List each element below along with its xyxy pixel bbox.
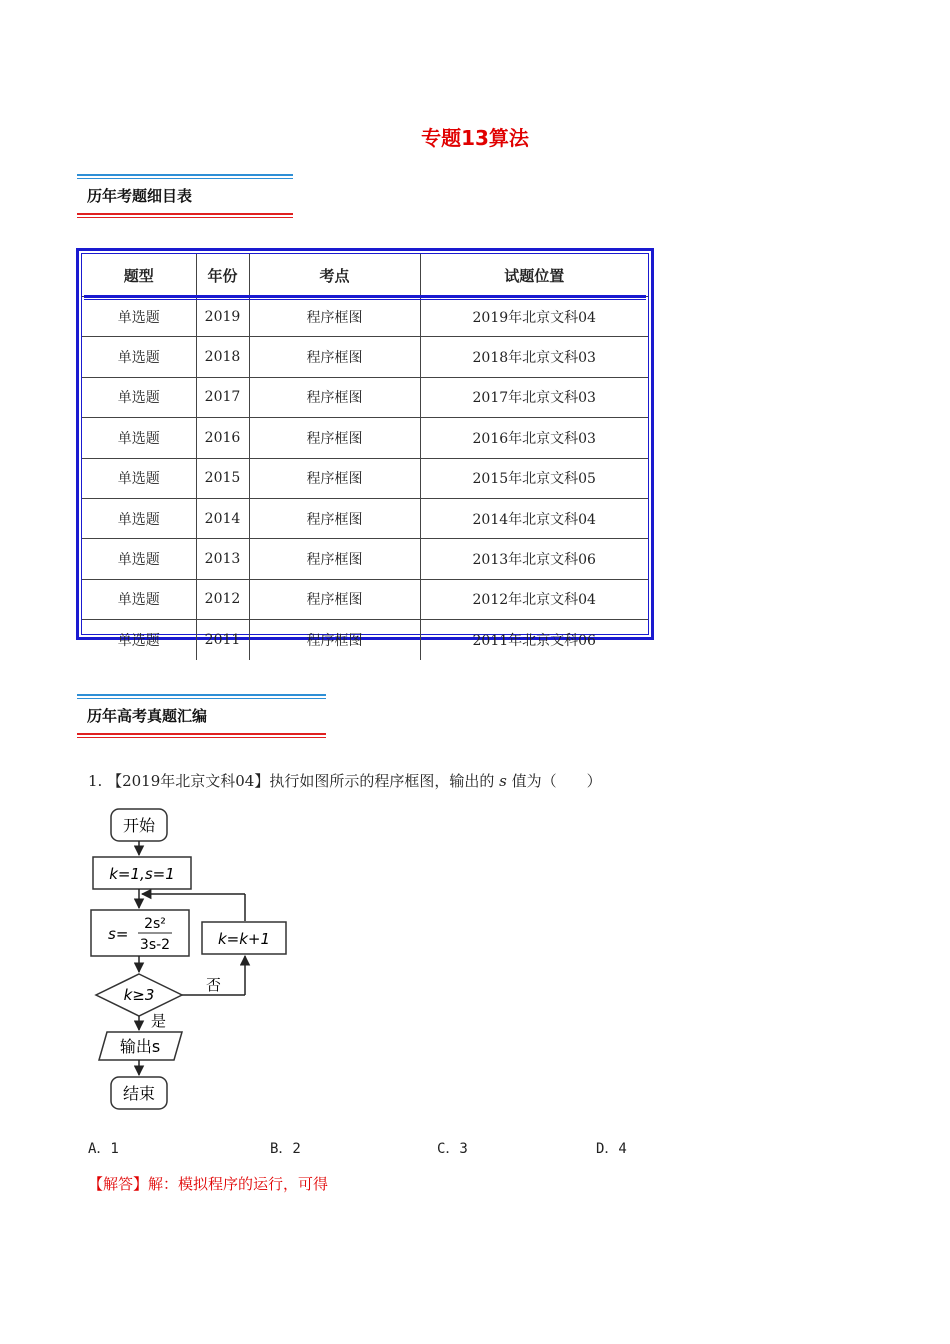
option-d[interactable]: D．4	[596, 1141, 627, 1157]
output-label: 输出s	[119, 1037, 161, 1056]
table-row	[82, 418, 648, 458]
cell-topic: 程序框图	[249, 418, 420, 458]
cell-topic: 程序框图	[249, 620, 420, 660]
cell-topic: 程序框图	[249, 579, 420, 619]
flowchart	[90, 806, 310, 1118]
cell-type: 单选题	[82, 458, 196, 498]
cell-year: 2011	[196, 620, 249, 660]
solution	[88, 1173, 328, 1194]
header-type: 题型	[123, 266, 154, 285]
cell-location: 2014年北京文科04	[420, 498, 648, 538]
cell-type: 单选题	[82, 539, 196, 579]
assign-lhs: s=	[108, 925, 129, 943]
cell-type: 单选题	[82, 579, 196, 619]
header-year: 年份	[196, 254, 249, 297]
option-a[interactable]: A．1	[88, 1141, 119, 1157]
assign-denominator: 3s-2	[139, 937, 171, 953]
cell-location: 2013年北京文科06	[420, 539, 648, 579]
cell-year: 2014	[196, 498, 249, 538]
exam-table	[76, 248, 654, 649]
cell-location: 2011年北京文科06	[420, 620, 648, 660]
table-row	[82, 620, 648, 660]
section-label: 历年考题细目表	[87, 187, 193, 205]
table-row	[82, 498, 648, 538]
end-label: 结束	[122, 1084, 156, 1103]
increment-label: k=k+1	[217, 930, 271, 948]
question-text-end: 值为（ ）	[506, 772, 602, 790]
question-source: 【2019年北京文科04】	[107, 772, 270, 790]
cell-year: 2015	[196, 458, 249, 498]
cell-topic: 程序框图	[249, 337, 420, 377]
option-c[interactable]: C．3	[437, 1141, 468, 1157]
cell-year: 2019	[196, 297, 249, 337]
cell-type: 单选题	[82, 297, 196, 337]
cell-location: 2019年北京文科04	[420, 297, 648, 337]
cell-type: 单选题	[82, 620, 196, 660]
table-row	[82, 579, 648, 619]
table-row	[82, 458, 648, 498]
no-label: 否	[206, 976, 222, 994]
section-header-questions	[77, 694, 326, 738]
table-row	[82, 377, 648, 417]
yes-label: 是	[151, 1012, 167, 1030]
cell-type: 单选题	[82, 377, 196, 417]
section-header-table	[77, 174, 293, 218]
cell-year: 2012	[196, 579, 249, 619]
page-title: 专题13算法	[421, 126, 529, 150]
header-topic: 考点	[249, 254, 420, 297]
init-label: k=1,s=1	[109, 865, 175, 883]
condition-label: k≥3	[123, 986, 155, 1004]
header-location: 试题位置	[420, 254, 648, 297]
cell-location: 2015年北京文科05	[420, 458, 648, 498]
option-b[interactable]: B．2	[270, 1141, 301, 1157]
table-row	[82, 337, 648, 377]
cell-topic: 程序框图	[249, 539, 420, 579]
cell-location: 2016年北京文科03	[420, 418, 648, 458]
solution-text: 解：模拟程序的运行，可得	[148, 1175, 329, 1193]
table-row	[82, 539, 648, 579]
cell-year: 2018	[196, 337, 249, 377]
cell-type: 单选题	[82, 418, 196, 458]
assign-numerator: 2s²	[144, 916, 166, 932]
cell-year: 2017	[196, 377, 249, 417]
start-label: 开始	[122, 816, 156, 835]
header-separator	[84, 295, 646, 300]
question-var: s	[499, 772, 507, 790]
cell-topic: 程序框图	[249, 458, 420, 498]
cell-location: 2018年北京文科03	[420, 337, 648, 377]
cell-location: 2012年北京文科04	[420, 579, 648, 619]
table-header-row	[82, 254, 648, 297]
cell-year: 2013	[196, 539, 249, 579]
cell-year: 2016	[196, 418, 249, 458]
cell-topic: 程序框图	[249, 377, 420, 417]
question-number: 1.	[88, 772, 103, 790]
solution-tag: 【解答】	[88, 1175, 149, 1193]
section-label: 历年高考真题汇编	[87, 707, 208, 725]
cell-type: 单选题	[82, 337, 196, 377]
question-1	[88, 770, 602, 791]
cell-topic: 程序框图	[249, 297, 420, 337]
cell-topic: 程序框图	[249, 498, 420, 538]
cell-type: 单选题	[82, 498, 196, 538]
cell-location: 2017年北京文科03	[420, 377, 648, 417]
table-row	[82, 297, 648, 337]
question-text: 执行如图所示的程序框图，输出的	[269, 772, 500, 790]
